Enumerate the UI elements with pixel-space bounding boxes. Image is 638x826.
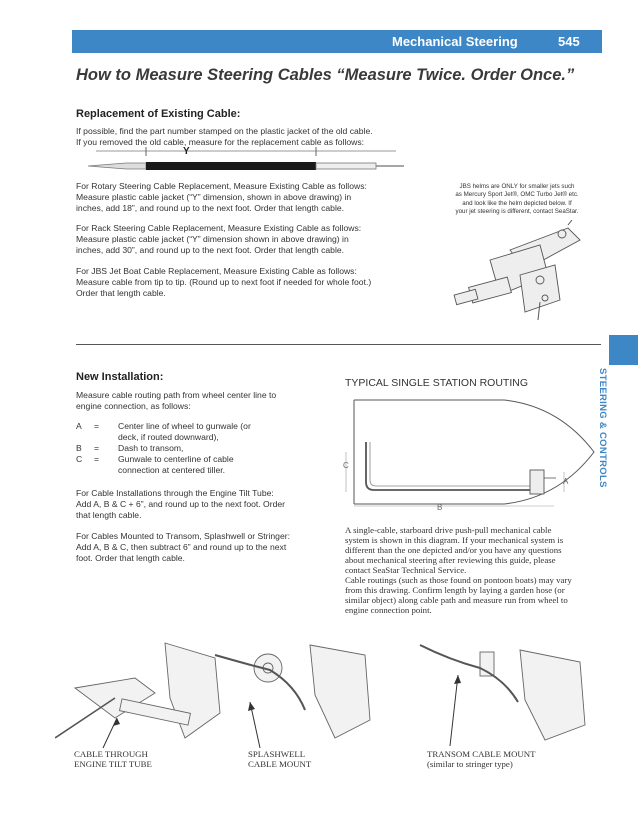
caption-transom bbox=[427, 749, 536, 769]
text-line: Measure cable from tip to tip. (Round up to next foot if needed for whole foot.) bbox=[76, 277, 372, 287]
text-line: For Rack Steering Cable Replacement, Measure Existing Cable as follows: bbox=[76, 223, 362, 233]
text-line: similar object) along cable path and measure run from wheel to bbox=[345, 595, 568, 605]
cable bbox=[55, 698, 115, 738]
tilt-tube-paragraph bbox=[76, 488, 285, 521]
page-title: How to Measure Steering Cables “Measure Twice. Order Once.” bbox=[76, 66, 575, 84]
text-line: If you removed the old cable, measure for the replacement cable as follows: bbox=[76, 137, 365, 147]
replacement-intro bbox=[76, 126, 373, 148]
text-line: For JBS Jet Boat Cable Replacement, Measure Existing Cable as follows: bbox=[76, 266, 357, 276]
text-line: your jet steering is different, contact SeaStar. bbox=[455, 207, 579, 215]
text-line: Add A, B & C, then subtract 6” and round up to the next bbox=[76, 542, 287, 552]
splashwell-illustration bbox=[210, 640, 390, 750]
text-line: (similar to stringer type) bbox=[427, 759, 513, 769]
y-dimension-label: Y bbox=[183, 146, 190, 157]
text-line: Measure plastic cable jacket (“Y” dimension shown in above drawing) in bbox=[76, 234, 349, 244]
page-number: 545 bbox=[558, 34, 580, 49]
tilt-tube-illustration bbox=[55, 638, 235, 750]
transom-paragraph bbox=[76, 531, 290, 564]
dimension-a-label: A bbox=[563, 477, 569, 486]
text-line: Measure cable routing path from wheel center line to bbox=[76, 390, 277, 400]
jbs-paragraph bbox=[76, 266, 371, 299]
text-line: contact SeaStar Technical Service. bbox=[345, 565, 467, 575]
dimension-b-label: B bbox=[437, 503, 443, 512]
rack-paragraph bbox=[76, 223, 361, 256]
callout-arrow bbox=[450, 675, 458, 746]
dimension-c-label: C bbox=[343, 461, 349, 470]
replacement-heading: Replacement of Existing Cable: bbox=[76, 108, 241, 120]
text-line: that length cable. bbox=[76, 510, 142, 520]
text-line: inches, add 30”, and round up to the next foot. Order that length cable. bbox=[76, 245, 345, 255]
new-installation-heading: New Installation: bbox=[76, 371, 164, 383]
text-line: as Mercury Sport Jet®, OMC Turbo Jet® etc. bbox=[455, 191, 579, 199]
text-line: A single-cable, starboard drive push-pull mechanical cable bbox=[345, 525, 552, 535]
cable-jacket bbox=[146, 162, 316, 170]
text-line: For Cables Mounted to Transom, Splashwell or Stringer: bbox=[76, 531, 290, 541]
text-line: deck, if routed downward), bbox=[118, 432, 219, 442]
text-line: ENGINE TILT TUBE bbox=[74, 759, 152, 769]
text-line: If possible, find the part number stamped on the plastic jacket of the old cable. bbox=[76, 126, 373, 136]
side-tab-marker bbox=[609, 335, 638, 365]
def-eq: = bbox=[94, 443, 100, 453]
text-line: TRANSOM CABLE MOUNT bbox=[427, 749, 536, 759]
caption-tilt-tube bbox=[74, 749, 152, 769]
text-line: SPLASHWELL bbox=[248, 749, 306, 759]
text-line: For Rotary Steering Cable Replacement, Measure Existing Cable as follows: bbox=[76, 181, 367, 191]
text-line: Cable routings (such as those found on pontoon boats) may vary bbox=[345, 575, 572, 585]
text-line: Dash to transom, bbox=[118, 443, 184, 453]
transom-mount-illustration bbox=[410, 640, 600, 750]
text-line: Add A, B & C + 6”, and round up to the next foot. Order bbox=[76, 499, 286, 509]
outboard-engine bbox=[520, 650, 585, 740]
def-text bbox=[118, 443, 368, 454]
outboard-engine bbox=[310, 645, 370, 738]
rotary-paragraph bbox=[76, 181, 367, 214]
cable-path bbox=[366, 442, 534, 490]
text-line: foot. Order that length cable. bbox=[76, 553, 185, 563]
text-line: CABLE MOUNT bbox=[248, 759, 312, 769]
text-line: system is shown in this diagram. If your mechanical system is bbox=[345, 535, 564, 545]
cable-diagram bbox=[86, 146, 406, 174]
text-line: Order that length cable. bbox=[76, 288, 166, 298]
text-line: engine connection point. bbox=[345, 605, 432, 615]
text-line: and look like the helm depicted below. If bbox=[462, 199, 572, 207]
def-key: B bbox=[76, 443, 82, 453]
section-divider bbox=[76, 344, 601, 345]
text-line: Gunwale to centerline of cable bbox=[118, 454, 234, 464]
text-line: about mechanical steering after reviewing this guide, please bbox=[345, 555, 556, 565]
jbs-note bbox=[430, 183, 604, 216]
helm-wheel bbox=[530, 470, 544, 494]
text-line: connection at centered tiller. bbox=[118, 465, 226, 475]
text-line: CABLE THROUGH bbox=[74, 749, 148, 759]
text-line: different than the one depicted and/or you have any questions bbox=[345, 545, 562, 555]
routing-description bbox=[345, 525, 572, 615]
cable-end-fitting bbox=[316, 163, 376, 169]
caption-splashwell bbox=[248, 749, 311, 769]
def-key: C bbox=[76, 454, 83, 464]
text-line: For Cable Installations through the Engine Tilt Tube: bbox=[76, 488, 274, 498]
text-line: from this drawing. Confirm length by laying a garden hose (or bbox=[345, 585, 565, 595]
cable-end-fitting bbox=[88, 163, 146, 169]
side-tab-text: STEERING & CONTROLS bbox=[597, 368, 608, 488]
text-line: Center line of wheel to gunwale (or bbox=[118, 421, 251, 431]
header-bar bbox=[72, 30, 602, 53]
def-text bbox=[118, 454, 368, 476]
routing-heading: TYPICAL SINGLE STATION ROUTING bbox=[345, 377, 528, 389]
text-line: JBS helms are ONLY for smaller jets such bbox=[459, 183, 575, 190]
text-line: inches, add 18”, and round up to the next foot. Order that length cable. bbox=[76, 203, 345, 213]
section-title: Mechanical Steering bbox=[392, 34, 518, 49]
def-key: A bbox=[76, 421, 82, 431]
def-eq: = bbox=[94, 421, 100, 431]
def-eq: = bbox=[94, 454, 100, 464]
text-line: Measure plastic cable jacket (“Y” dimension, shown in above drawing) in bbox=[76, 192, 352, 202]
routing-diagram bbox=[334, 392, 602, 518]
text-line: engine connection, as follows: bbox=[76, 401, 191, 411]
side-tab-label bbox=[597, 368, 637, 498]
new-installation-intro bbox=[76, 390, 276, 412]
cable bbox=[420, 645, 518, 702]
boat-hull-outline bbox=[354, 400, 594, 504]
def-text bbox=[118, 421, 368, 443]
jbs-helm-illustration bbox=[450, 220, 590, 330]
